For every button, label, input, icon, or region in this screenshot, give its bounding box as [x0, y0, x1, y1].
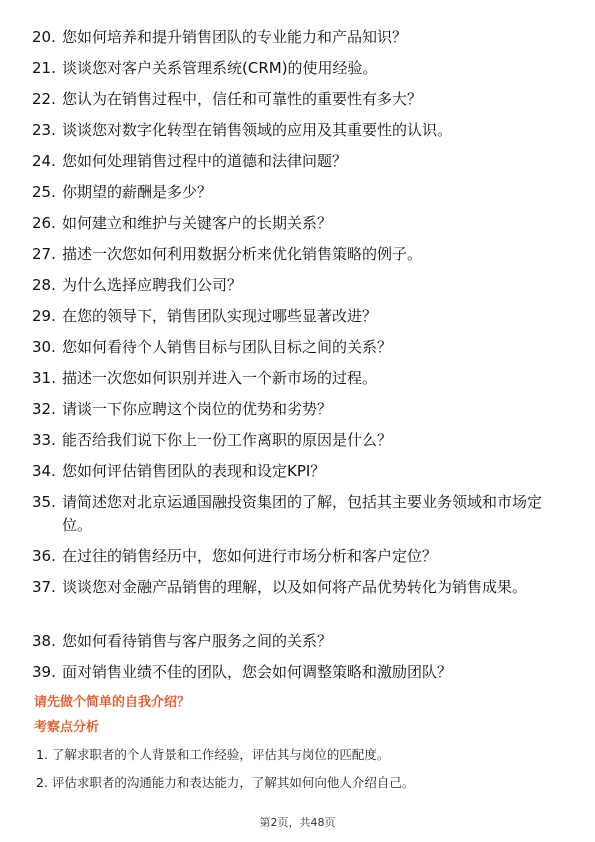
question-number: 36. — [32, 547, 56, 565]
question-text: 请谈一下你应聘这个岗位的优势和劣势？ — [62, 400, 333, 418]
question-item — [32, 630, 567, 653]
question-text: 描述一次您如何利用数据分析来优化销售策略的例子。 — [62, 245, 423, 263]
question-number: 23. — [32, 121, 56, 139]
question-text: 您如何看待销售与客户服务之间的关系？ — [62, 632, 333, 650]
question-text: 在过往的销售经历中，您如何进行市场分析和客户定位？ — [62, 547, 438, 565]
question-text: 你期望的薪酬是多少？ — [62, 183, 213, 201]
question-text: 描述一次您如何识别并进入一个新市场的过程。 — [62, 369, 378, 387]
question-item — [32, 88, 567, 111]
question-text: 能否给我们说下你上一份工作离职的原因是什么？ — [62, 431, 393, 449]
question-item — [32, 57, 567, 80]
analysis-title: 考察点分析 — [34, 720, 100, 735]
question-number: 28. — [32, 276, 56, 294]
question-item — [32, 26, 567, 49]
question-item — [32, 576, 567, 599]
question-number: 25. — [32, 183, 56, 201]
question-item — [32, 429, 567, 452]
question-number: 20. — [32, 28, 56, 46]
question-text: 请简述您对北京运通国融投资集团的了解，包括其主要业务领域和市场定位。 — [62, 493, 543, 534]
question-text: 为什么选择应聘我们公司？ — [62, 276, 243, 294]
question-text: 谈谈您对金融产品销售的理解，以及如何将产品优势转化为销售成果。 — [62, 578, 528, 596]
question-text: 谈谈您对客户关系管理系统(CRM)的使用经验。 — [62, 59, 378, 77]
question-text: 谈谈您对数字化转型在销售领域的应用及其重要性的认识。 — [62, 121, 453, 139]
question-item — [32, 545, 567, 568]
question-text: 您如何看待个人销售目标与团队目标之间的关系？ — [62, 338, 393, 356]
question-number: 35. — [32, 493, 56, 511]
question-item — [32, 181, 567, 204]
question-number: 24. — [32, 152, 56, 170]
question-number: 22. — [32, 90, 56, 108]
question-number: 27. — [32, 245, 56, 263]
question-item — [32, 150, 567, 173]
question-item — [32, 336, 567, 359]
question-item — [32, 212, 567, 235]
question-text: 您如何评估销售团队的表现和设定KPI？ — [62, 462, 326, 480]
question-text: 您认为在销售过程中，信任和可靠性的重要性有多大？ — [62, 90, 423, 108]
question-text: 在您的领导下，销售团队实现过哪些显著改进？ — [62, 307, 378, 325]
question-number: 21. — [32, 59, 56, 77]
question-item — [32, 243, 567, 266]
analysis-point: 1. 了解求职者的个人背景和工作经验，评估其与岗位的匹配度。 — [36, 747, 390, 762]
question-item — [32, 460, 567, 483]
question-number: 29. — [32, 307, 56, 325]
question-number: 37. — [32, 578, 56, 596]
question-item — [32, 491, 567, 537]
question-number: 38. — [32, 632, 56, 650]
question-text: 面对销售业绩不佳的团队，您会如何调整策略和激励团队？ — [62, 663, 453, 681]
question-number: 32. — [32, 400, 56, 418]
question-number: 26. — [32, 214, 56, 232]
question-text: 您如何培养和提升销售团队的专业能力和产品知识？ — [62, 28, 408, 46]
question-item — [32, 305, 567, 328]
question-item — [32, 274, 567, 297]
question-number: 39. — [32, 663, 56, 681]
question-number: 33. — [32, 431, 56, 449]
question-number: 30. — [32, 338, 56, 356]
page-footer: 第2页，共48页 — [259, 816, 336, 829]
question-text: 如何建立和维护与关键客户的长期关系？ — [62, 214, 333, 232]
question-item — [32, 661, 567, 684]
analysis-point: 2. 评估求职者的沟通能力和表达能力，了解其如何向他人介绍自己。 — [36, 775, 415, 790]
question-item — [32, 367, 567, 390]
question-number: 31. — [32, 369, 56, 387]
question-item — [32, 398, 567, 421]
question-text: 您如何处理销售过程中的道德和法律问题？ — [62, 152, 348, 170]
section-question-title: 请先做个简单的自我介绍？ — [34, 695, 191, 710]
question-number: 34. — [32, 462, 56, 480]
question-item — [32, 119, 567, 142]
